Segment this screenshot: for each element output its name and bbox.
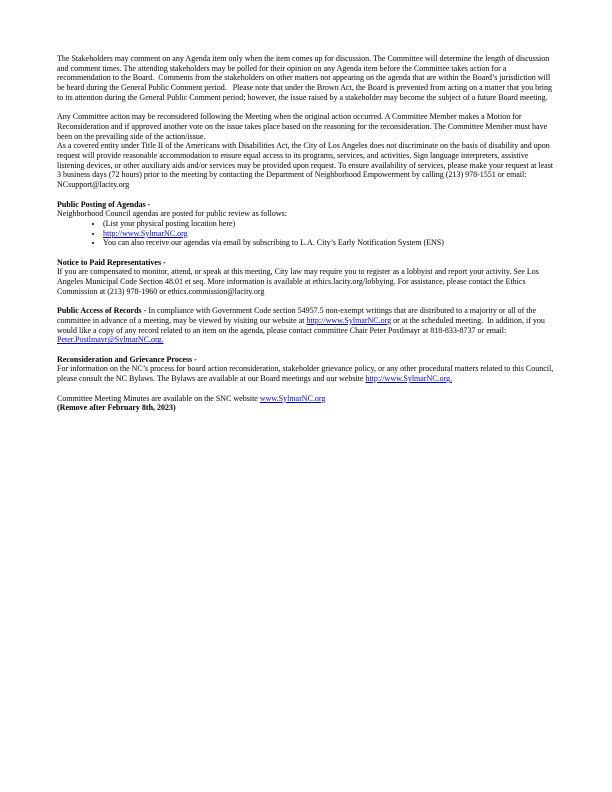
heading-public-posting: Public Posting of Agendas -: [57, 199, 151, 209]
paragraph-public-access-of-records: [57, 306, 555, 345]
public-access-text-2: or at the scheduled meeting. In addition, if you would like a copy of any record related to an item on the agenda, please contact committee Chair Peter Postlmayr at 818-833-8737 or email:: [57, 315, 547, 335]
paragraph-reconsideration: Any Committee action may be reconsidered following the Meeting when the original action occurred. A Committee Member makes a Motion for Reconsideration and if approved another vote on the issue takes place based on the reasoning for the reconsideration. The Committee Member must have been on the prevailing side of the action/issue.: [57, 112, 550, 141]
spacer: [57, 103, 555, 113]
paragraph-stakeholder-comments: The Stakeholders may comment on any Agenda item only when the item comes up for discussion. The Committee will determine the length of discussion and comment times. The attending stakeholders may be polled for their opinion on any Agenda item before the Committee takes action for a recommendation to the Board. Comments from the stakeholders on other matters not appearing on the agenda that are within the Board’s jurisdiction will be heard during the General Public Comment period. Please note that under the Brown Act, the Board is prevented from acting on a matter that you bring to its attention during the General Public Comment period; however, the issue raised by a stakeholder may become the subject of a future Board meeting.: [57, 54, 554, 102]
paragraph-notice-paid-representatives: If you are compensated to monitor, attend, or speak at this meeting, City law may require you to register as a lobbyist and report your activity. See Los Angeles Municipal Code Section 48.01 et seq. More information is available at ethics.lacity.org/lobbying. For assistance, please contact the Ethics Commission at (213) 978-1960 or ethics.commission@lacity.org: [57, 267, 541, 296]
spacer: [57, 384, 555, 394]
minutes-text: Committee Meeting Minutes are available on the SNC website: [57, 393, 260, 403]
sylmarnc-minutes-link[interactable]: www.SylmarNC.org: [259, 393, 326, 403]
remove-after-note: (Remove after February 8th, 2023): [57, 403, 176, 413]
spacer: [57, 190, 555, 200]
sylmarnc-records-link[interactable]: http://www.SylmarNC.org: [306, 315, 392, 325]
bullet-posting-location: • (List your physical posting location here): [103, 219, 555, 229]
paragraph-reconsideration-grievance: [57, 364, 555, 383]
grievance-text: For information on the NC’s process for board action reconsideration, stakeholder grievance policy, or any other procedural matters related to this Council, please consult the NC Bylaws. The Bylaws are available at our Board meetings and our website: [57, 364, 556, 384]
bullet-ens-subscription: • You can also receive our agendas via email by subscribing to L.A. City’s Early Notification System (ENS): [103, 238, 555, 248]
bullet-website: [103, 229, 555, 239]
sylmarnc-bylaws-link[interactable]: http://www.SylmarNC.org.: [365, 374, 453, 384]
paragraph-ada: As a covered entity under Title II of the Americans with Disabilities Act, the City of Los Angeles does not discriminate on the basis of disability and upon request will provide reasonable accommodation to ensure equal access to its programs, services, and activities. Sign language interpreters, assistive listening devices, or other auxiliary aids and/or services may be provided upon request. To ensure availability of services, please make your request at least 3 business days (72 hours) prior to the meeting by contacting the Department of Neighborhood Empowerment by calling (213) 978-1551 or email: NCsupport@lacity.org: [57, 141, 556, 190]
chair-email-link[interactable]: Peter.Postlmayr@SylmarNC.org.: [57, 335, 164, 345]
paragraph-committee-minutes: [57, 394, 555, 404]
public-access-lead: Public Access of Records: [57, 306, 142, 316]
public-posting-intro: Neighborhood Council agendas are posted for public review as follows:: [57, 209, 287, 219]
heading-notice-paid-representatives: Notice to Paid Representatives -: [57, 257, 166, 267]
sylmarnc-agenda-link[interactable]: http://www.SylmarNC.org: [103, 228, 188, 238]
spacer: [57, 345, 555, 355]
public-posting-bullet-list: [57, 219, 555, 248]
spacer: [57, 297, 555, 307]
public-access-text-1: - In compliance with Government Code section 54957.5 non-exempt writings that are distributed to a majority or all of the committee in advance of a meeting, may be viewed by visiting our website at: [57, 306, 539, 325]
spacer: [57, 248, 555, 258]
heading-reconsideration-grievance: Reconsideration and Grievance Process -: [57, 354, 197, 364]
